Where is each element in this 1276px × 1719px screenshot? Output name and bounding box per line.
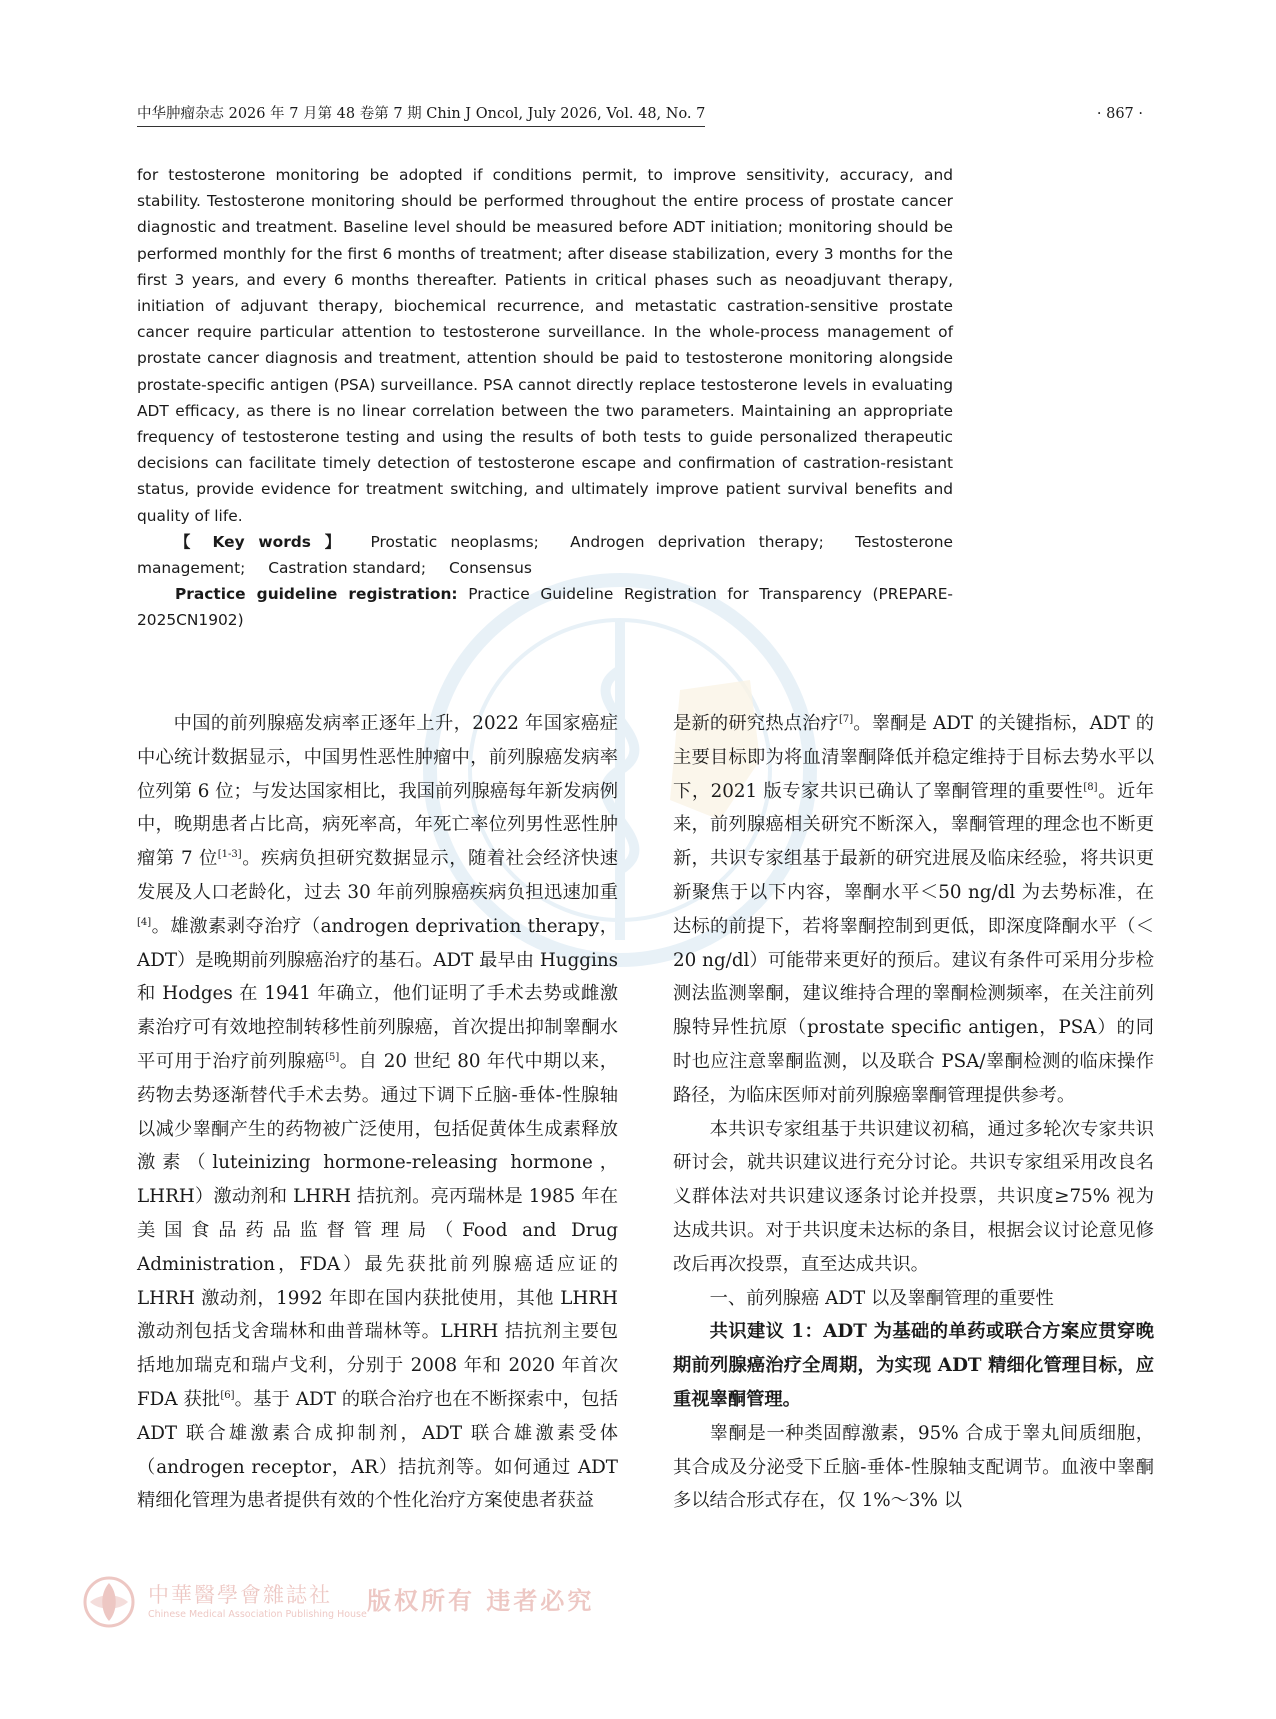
registration-label: Practice guideline registration: bbox=[175, 585, 458, 604]
citation: [8] bbox=[1083, 781, 1098, 793]
body-left-column bbox=[137, 707, 618, 1518]
publisher-name: 中華醫學會雜誌社 bbox=[148, 1583, 332, 1607]
text-run: 。疾病负担研究数据显示，随着社会经济快速发展及人口老龄化，过去 30 年前列腺癌疾病负担迅速加重 bbox=[137, 848, 618, 903]
abstract-text: for testosterone monitoring be adopted if conditions permit, to improve sensitivity, accuracy, and stability. Testosterone monitoring should be performed throughout the entire process of prostate cancer diagnostic and treatment. Baseline level should be measured before ADT initiation; monitoring should be performed monthly for the first 6 months of treatment; after disease stabilization, every 3 months for the first 3 years, and every 6 months thereafter. Patients in critical phases such as neoadjuvant therapy, initiation of adjuvant therapy, biochemical recurrence, and metastatic castration-sensitive prostate cancer require particular attention to testosterone surveillance. In the whole-process management of prostate cancer diagnosis and treatment, attention should be paid to testosterone monitoring alongside prostate-specific antigen (PSA) surveillance. PSA cannot directly replace testosterone levels in evaluating ADT efficacy, as there is no linear correlation between the two parameters. Maintaining an appropriate frequency of testosterone testing and using the results of both tests to guide personalized therapeutic decisions can facilitate timely detection of testosterone escape and confirmation of castration-resistant status, provide evidence for treatment switching, and ultimately improve patient survival benefits and quality of life. bbox=[137, 166, 953, 525]
publisher-seal-icon bbox=[82, 1575, 136, 1629]
intro-paragraph bbox=[137, 707, 618, 1518]
keyword: Androgen deprivation therapy; bbox=[570, 532, 824, 551]
text-run: 。自 20 世纪 80 年代中期以来，药物去势逐渐替代手术去势。通过下调下丘脑-垂体-性腺轴以减少睾酮产生的药物被广泛使用，包括促黄体生成素释放激素（luteinizing hormone-releasing hormone，LHRH）激动剂和 LHRH 拮抗剂。亮丙瑞林是 1985 年在美国食品药品监督管理局（Food and Drug Administration，FDA）最先获批前列腺癌适应证的 LHRH 激动剂，1992 年即在国内获批使用，其他 LHRH 激动剂包括戈舍瑞林和曲普瑞林等。LHRH 拮抗剂主要包括地加瑞克和瑞卢戈利，分别于 2008 年和 2020 年首次 FDA 获批 bbox=[137, 1050, 618, 1410]
testosterone-paragraph: 睾酮是一种类固醇激素，95% 合成于睾丸间质细胞，其合成及分泌受下丘脑-垂体-性腺轴支配调节。血液中睾酮多以结合形式存在，仅 1%～3% 以 bbox=[673, 1422, 1154, 1512]
citation: [5] bbox=[325, 1051, 340, 1063]
section-heading: 一、前列腺癌 ADT 以及睾酮管理的重要性 bbox=[709, 1287, 1054, 1309]
english-abstract bbox=[137, 162, 953, 634]
citation: [1-3] bbox=[217, 849, 242, 861]
keyword: Consensus bbox=[448, 559, 532, 578]
methods-paragraph: 本共识专家组基于共识建议初稿，通过多轮次专家共识研讨会，就共识建议进行充分讨论。共识专家组采用改良名义群体法对共识建议逐条讨论并投票，共识度≥75% 视为达成共识。对于共识度未达标的条目，根据会议讨论意见修改后再次投票，直至达成共识。 bbox=[673, 1118, 1154, 1275]
registration-text: Practice Guideline Registration for Transparency (PREPARE-2025CN1902) bbox=[137, 585, 953, 630]
text-run: 是新的研究热点治疗 bbox=[673, 713, 839, 734]
text-run: 。基于 ADT 的联合治疗也在不断探索中，包括 ADT 联合雄激素合成抑制剂，ADT 联合雄激素受体（androgen receptor，AR）拮抗剂等。如何通过 ADT 精细化管理为患者提供有效的个性化治疗方案使患者获益 bbox=[137, 1388, 618, 1512]
publisher-logo bbox=[82, 1575, 595, 1635]
citation: [7] bbox=[838, 714, 854, 725]
text-run: 。近年来，前列腺癌相关研究不断深入，睾酮管理的理念也不断更新，共识专家组基于最新的研究进展及临床经验，将共识更新聚焦于以下内容，睾酮水平＜50 ng/dl 为去势标准，在达标的前提下，若将睾酮控制到更低，即深度降酮水平（＜20 ng/dl）可能带来更好的预后。建议有条件可采用分步检测法监测睾酮，建议维持合理的睾酮检测频率，在关注前列腺特异性抗原（prostate specific antigen，PSA）的同时也应注意睾酮监测，以及联合 PSA/睾酮检测的临床操作路径，为临床医师对前列腺癌睾酮管理提供参考。 bbox=[673, 780, 1154, 1106]
citation: [4] bbox=[137, 916, 152, 928]
journal-citation: 中华肿瘤杂志 2026 年 7 月第 48 卷第 7 期 Chin J Oncol, July 2026, Vol. 48, No. 7 bbox=[137, 104, 705, 127]
keyword: Prostatic neoplasms; bbox=[370, 532, 539, 551]
keywords bbox=[137, 529, 953, 581]
page-number: · 867 · bbox=[1096, 106, 1143, 122]
body-right-column bbox=[673, 707, 1154, 1518]
keyword: Castration standard; bbox=[268, 559, 427, 578]
intro-paragraph-continued bbox=[673, 707, 1154, 1113]
publisher-name-en: Chinese Medical Association Publishing House bbox=[148, 1609, 367, 1620]
text-run: 。睾酮是 ADT 的关键指标，ADT 的主要目标即为将血清睾酮降低并稳定维持于目标去势水平以下，2021 版专家共识已确认了睾酮管理的重要性 bbox=[673, 713, 1154, 802]
text-run: 。雄激素剥夺治疗（androgen deprivation therapy，ADT）是晚期前列腺癌治疗的基石。ADT 最早由 Huggins 和 Hodges 在 1941 年确立，他们证明了手术去势或雌激素治疗可有效地控制转移性前列腺癌，首次提出抑制睾酮水平可用于治疗前列腺癌 bbox=[137, 915, 618, 1072]
consensus-recommendation: 共识建议 1：ADT 为基础的单药或联合方案应贯穿晚期前列腺癌治疗全周期，为实现 ADT 精细化管理目标，应重视睾酮管理。 bbox=[673, 1321, 1154, 1410]
keywords-label: 【 Key words 】 bbox=[175, 532, 349, 551]
copyright-notice: 版权所有 违者必究 bbox=[367, 1586, 595, 1615]
text-run: 中国的前列腺癌发病率正逐年上升，2022 年国家癌症中心统计数据显示，中国男性恶性肿瘤中，前列腺癌发病率位列第 6 位；与发达国家相比，我国前列腺癌每年新发病例中，晚期患者占比高，病死率高，年死亡率位列男性恶性肿瘤第 7 位 bbox=[137, 713, 618, 870]
citation: [6] bbox=[220, 1389, 235, 1401]
running-header bbox=[137, 104, 1143, 124]
guideline-registration bbox=[137, 581, 953, 633]
keyword: Testosterone management; bbox=[137, 532, 953, 578]
